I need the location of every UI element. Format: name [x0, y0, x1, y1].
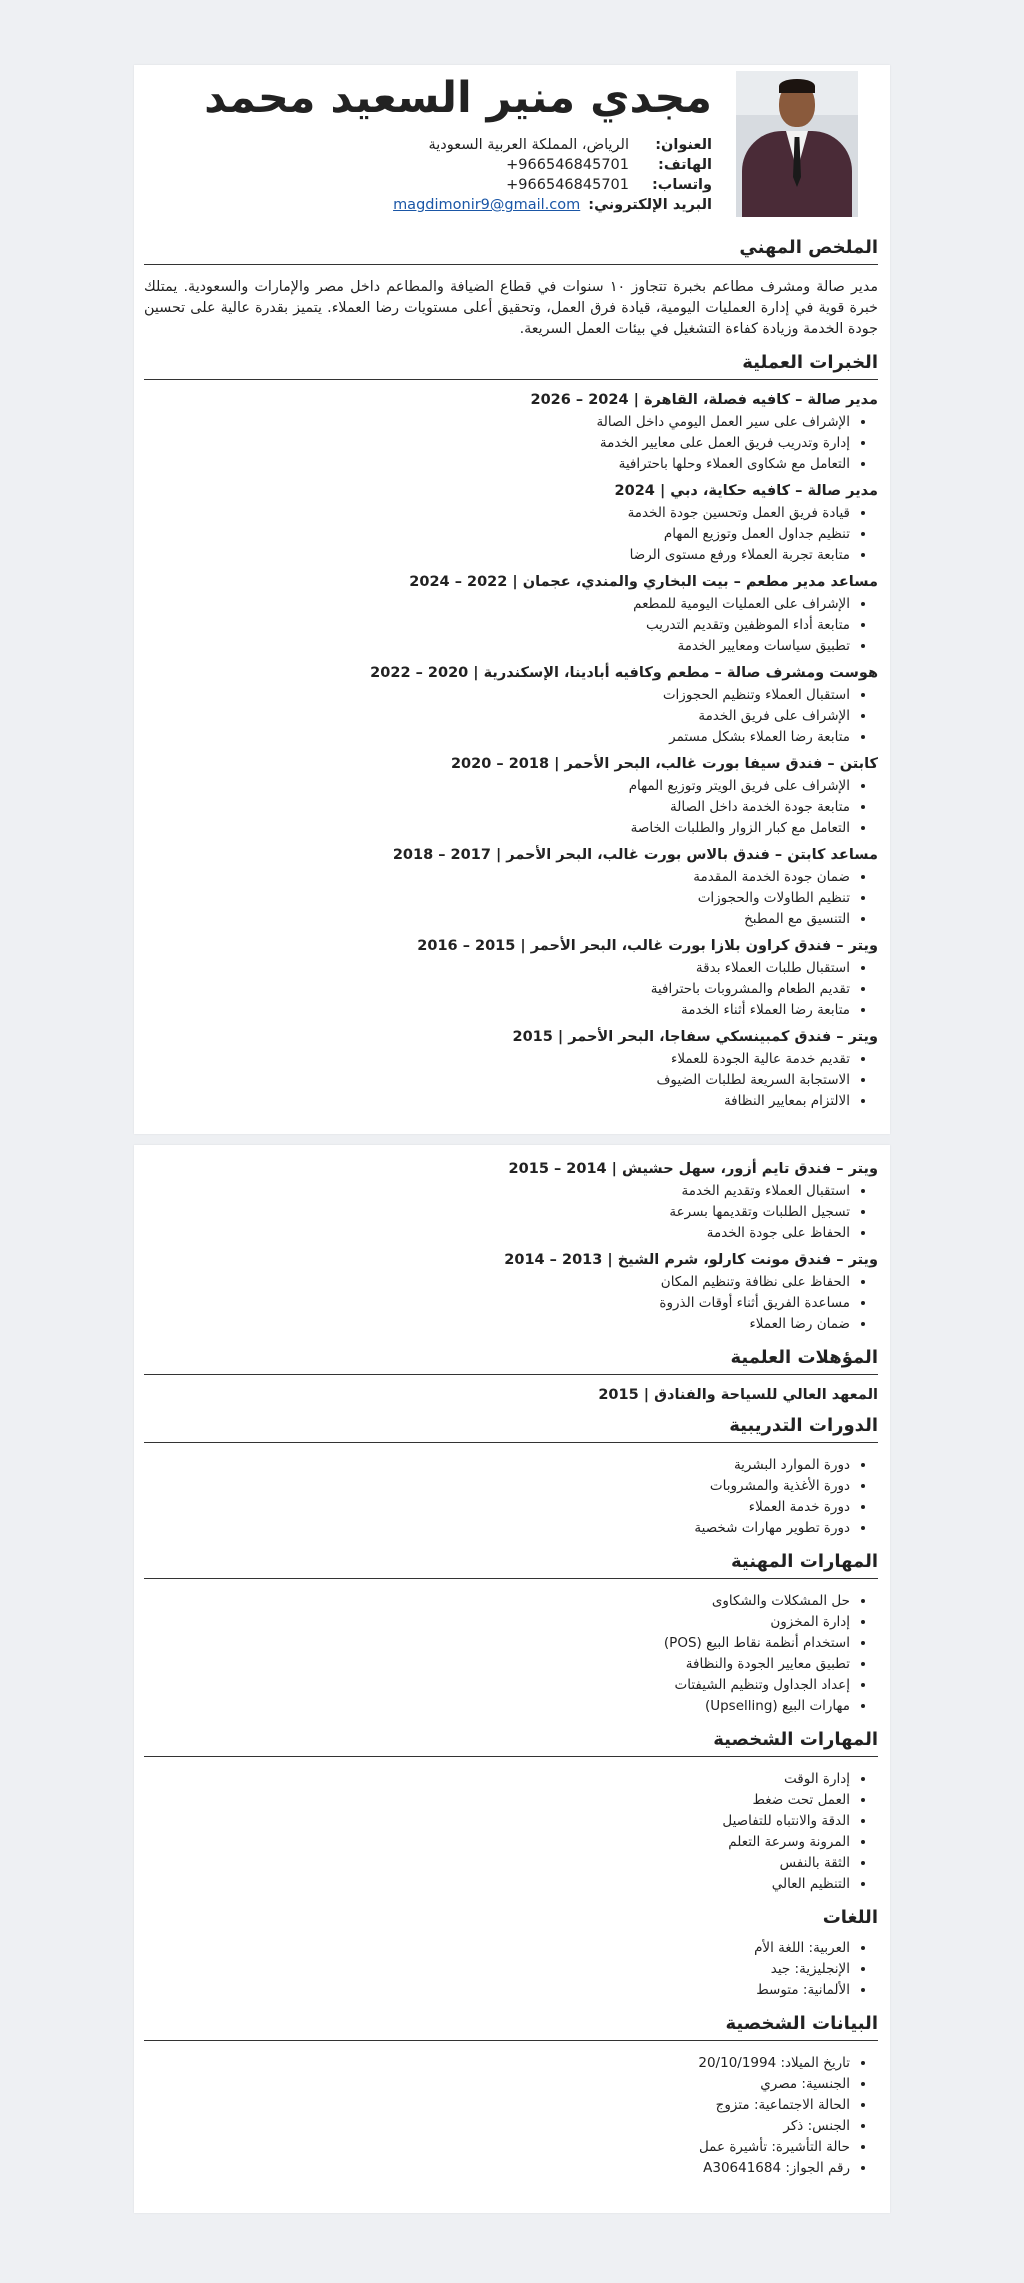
- divider: [144, 1578, 878, 1579]
- list-item: • قيادة فريق العمل وتحسين جودة الخدمة: [144, 503, 850, 524]
- summary-text: مدير صالة ومشرف مطاعم بخبرة تتجاوز ١٠ سنوات في قطاع الضيافة والمطاعم داخل مصر والإمارات والسعودية. يمتلك خبرة قوية في إدارة العمليات اليومية، قيادة فرق العمل، وتحقيق أعلى مستويات رضا العملاء. يتميز بقدرة عالية على تحسين جودة الخدمة وزيادة كفاءة التشغيل في بيئات العمل السريعة.: [144, 279, 879, 337]
- job-entry: [144, 756, 878, 839]
- list-item: • استقبال العملاء وتقديم الخدمة: [144, 1181, 850, 1202]
- pro-skills-heading: المهارات المهنية: [730, 1551, 878, 1572]
- list-item: • التنسيق مع المطبخ: [144, 909, 850, 930]
- job-title: مدير صالة – كافيه حكاية، دبي | 2024: [614, 483, 878, 499]
- contact-whatsapp: واتساب: +966546845701: [506, 177, 712, 193]
- job-entry: [144, 392, 878, 475]
- job-title: ويتر – فندق تايم أزور، سهل حشيش | 2014 – 2015: [508, 1161, 878, 1177]
- candidate-name: مجدي منير السعيد محمد: [204, 73, 712, 123]
- education-heading: المؤهلات العلمية: [730, 1347, 878, 1368]
- list-item: • إدارة وتدريب فريق العمل على معايير الخدمة: [144, 433, 850, 454]
- list-item: • تاريخ الميلاد: 20/10/1994: [144, 2053, 850, 2074]
- experience-heading: الخبرات العملية: [742, 352, 878, 373]
- personal-info-heading: البيانات الشخصية: [725, 2013, 878, 2034]
- list-item: • متابعة رضا العملاء بشكل مستمر: [144, 727, 850, 748]
- list-item: • المرونة وسرعة التعلم: [144, 1832, 850, 1853]
- list-item: • متابعة جودة الخدمة داخل الصالة: [144, 797, 850, 818]
- list-item: • التعامل مع كبار الزوار والطلبات الخاصة: [144, 818, 850, 839]
- list-item: • تقديم خدمة عالية الجودة للعملاء: [144, 1049, 850, 1070]
- job-title: ويتر – فندق مونت كارلو، شرم الشيخ | 2013 – 2014: [504, 1252, 878, 1268]
- resume-header: [144, 65, 878, 225]
- list-item: • استقبال طلبات العملاء بدقة: [144, 958, 850, 979]
- list-item: • العمل تحت ضغط: [144, 1790, 850, 1811]
- job-entry: [144, 574, 878, 657]
- education-entry: المعهد العالي للسياحة والفنادق | 2015: [598, 1387, 878, 1403]
- list-item: • إدارة المخزون: [144, 1612, 850, 1633]
- list-item: • مساعدة الفريق أثناء أوقات الذروة: [144, 1293, 850, 1314]
- list-item: • الثقة بالنفس: [144, 1853, 850, 1874]
- list-item: • الإشراف على العمليات اليومية للمطعم: [144, 594, 850, 615]
- divider: [144, 2040, 878, 2041]
- contact-phone: الهاتف: +966546845701: [506, 157, 712, 173]
- list-item: • تطبيق سياسات ومعايير الخدمة: [144, 636, 850, 657]
- divider: [144, 1442, 878, 1443]
- list-item: • تسجيل الطلبات وتقديمها بسرعة: [144, 1202, 850, 1223]
- list-item: • متابعة أداء الموظفين وتقديم التدريب: [144, 615, 850, 636]
- list-item: • الالتزام بمعايير النظافة: [144, 1091, 850, 1112]
- contact-block: [393, 135, 712, 215]
- list-item: • حل المشكلات والشكاوى: [144, 1591, 850, 1612]
- resume-page-1: [134, 65, 890, 1134]
- profile-photo: [736, 71, 858, 217]
- list-item: • الحالة الاجتماعية: متزوج: [144, 2095, 850, 2116]
- personal-skills-list: [144, 1769, 878, 1895]
- languages-list: [144, 1938, 878, 2001]
- list-item: • ضمان جودة الخدمة المقدمة: [144, 867, 850, 888]
- list-item: • الإشراف على فريق الخدمة: [144, 706, 850, 727]
- list-item: • الإنجليزية: جيد: [144, 1959, 850, 1980]
- job-entry: [144, 483, 878, 566]
- list-item: • الدقة والانتباه للتفاصيل: [144, 1811, 850, 1832]
- list-item: • متابعة رضا العملاء أثناء الخدمة: [144, 1000, 850, 1021]
- job-entry: [144, 1161, 878, 1244]
- resume-page-2: [134, 1145, 890, 2213]
- list-item: • الحفاظ على جودة الخدمة: [144, 1223, 850, 1244]
- courses-list: [144, 1455, 878, 1539]
- job-title: مساعد كابتن – فندق بالاس بورت غالب، البحر الأحمر | 2017 – 2018: [392, 847, 878, 863]
- list-item: • العربية: اللغة الأم: [144, 1938, 850, 1959]
- list-item: • استقبال العملاء وتنظيم الحجوزات: [144, 685, 850, 706]
- list-item: • ضمان رضا العملاء: [144, 1314, 850, 1335]
- languages-heading: اللغات: [822, 1907, 878, 1928]
- list-item: • متابعة تجربة العملاء ورفع مستوى الرضا: [144, 545, 850, 566]
- job-entry: [144, 938, 878, 1021]
- list-item: • الحفاظ على نظافة وتنظيم المكان: [144, 1272, 850, 1293]
- list-item: • التعامل مع شكاوى العملاء وحلها باحترافية: [144, 454, 850, 475]
- courses-heading: الدورات التدريبية: [729, 1415, 878, 1436]
- job-title: مدير صالة – كافيه فصلة، القاهرة | 2024 – 2026: [530, 392, 878, 408]
- list-item: • تطبيق معايير الجودة والنظافة: [144, 1654, 850, 1675]
- list-item: • رقم الجواز: A30641684: [144, 2158, 850, 2179]
- list-item: • دورة تطوير مهارات شخصية: [144, 1518, 850, 1539]
- list-item: • تنظيم الطاولات والحجوزات: [144, 888, 850, 909]
- list-item: • تقديم الطعام والمشروبات باحترافية: [144, 979, 850, 1000]
- contact-address: العنوان: الرياض، المملكة العربية السعودية: [428, 137, 712, 153]
- list-item: • الألمانية: متوسط: [144, 1980, 850, 2001]
- list-item: • إدارة الوقت: [144, 1769, 850, 1790]
- job-entry: [144, 1029, 878, 1112]
- job-title: كابتن – فندق سيفا بورت غالب، البحر الأحمر | 2018 – 2020: [450, 756, 878, 772]
- email-link[interactable]: magdimonir9@gmail.com: [393, 197, 581, 213]
- list-item: • مهارات البيع (Upselling): [144, 1696, 850, 1717]
- job-entry: [144, 665, 878, 748]
- divider: [144, 1374, 878, 1375]
- list-item: • استخدام أنظمة نقاط البيع (POS): [144, 1633, 850, 1654]
- list-item: • الإشراف على سير العمل اليومي داخل الصالة: [144, 412, 850, 433]
- list-item: • دورة الموارد البشرية: [144, 1455, 850, 1476]
- list-item: • التنظيم العالي: [144, 1874, 850, 1895]
- job-title: مساعد مدير مطعم – بيت البخاري والمندي، عجمان | 2022 – 2024: [409, 574, 878, 590]
- job-entry: [144, 847, 878, 930]
- list-item: • الجنسية: مصري: [144, 2074, 850, 2095]
- list-item: • إعداد الجداول وتنظيم الشيفتات: [144, 1675, 850, 1696]
- contact-email: البريد الإلكتروني: magdimonir9@gmail.com: [393, 197, 712, 213]
- list-item: • دورة الأغذية والمشروبات: [144, 1476, 850, 1497]
- job-title: ويتر – فندق كمبينسكي سفاجا، البحر الأحمر | 2015: [512, 1029, 878, 1045]
- list-item: • تنظيم جداول العمل وتوزيع المهام: [144, 524, 850, 545]
- personal-info-list: [144, 2053, 878, 2179]
- personal-skills-heading: المهارات الشخصية: [713, 1729, 878, 1750]
- list-item: • الجنس: ذكر: [144, 2116, 850, 2137]
- job-entry: [144, 1252, 878, 1335]
- summary-heading: الملخص المهني: [739, 237, 878, 258]
- job-title: ويتر – فندق كراون بلازا بورت غالب، البحر الأحمر | 2015 – 2016: [417, 938, 878, 954]
- divider: [144, 264, 878, 265]
- job-title: هوست ومشرف صالة – مطعم وكافيه أبادينا، الإسكندرية | 2020 – 2022: [370, 665, 878, 681]
- pro-skills-list: [144, 1591, 878, 1717]
- divider: [144, 379, 878, 380]
- list-item: • حالة التأشيرة: تأشيرة عمل: [144, 2137, 850, 2158]
- list-item: • دورة خدمة العملاء: [144, 1497, 850, 1518]
- list-item: • الاستجابة السريعة لطلبات الضيوف: [144, 1070, 850, 1091]
- list-item: • الإشراف على فريق الويتر وتوزيع المهام: [144, 776, 850, 797]
- divider: [144, 1756, 878, 1757]
